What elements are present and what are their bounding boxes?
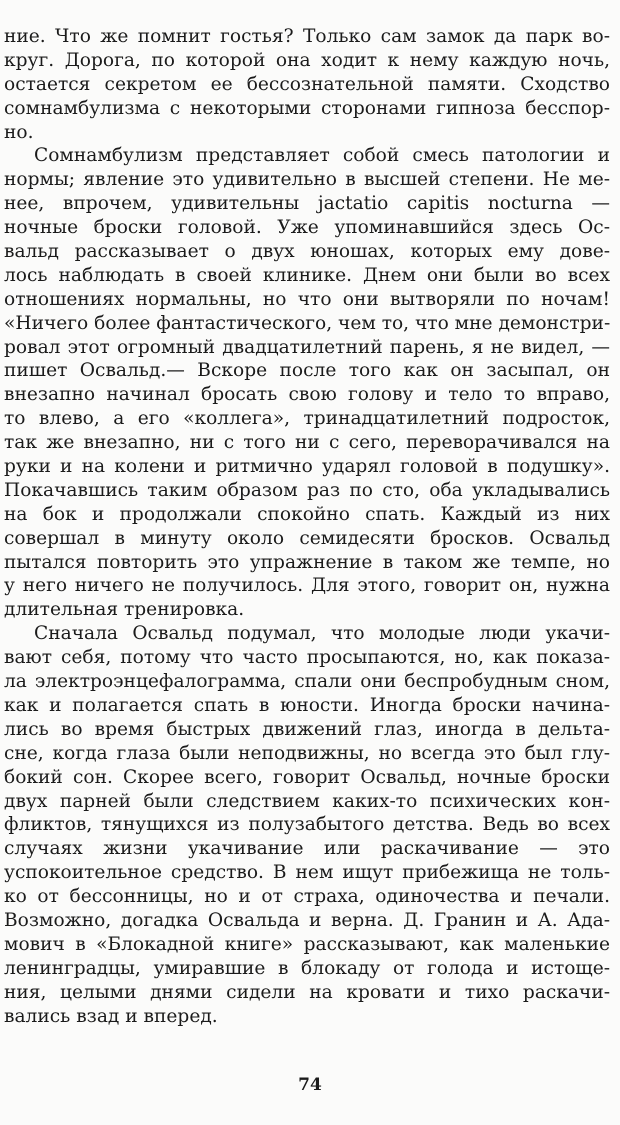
- text-line: успокоительное средство. В нем ищут прибежища не толь-: [4, 862, 610, 884]
- text-line: случаях жизни укачивание или раскачивание — это: [4, 838, 610, 860]
- text-line: внезапно начинал бросать свою голову и тело то вправо,: [4, 384, 610, 406]
- text-line: у него ничего не получилось. Для этого, говорит он, нужна: [4, 575, 610, 597]
- page-number: 74: [298, 1075, 322, 1095]
- text-line: вальд рассказывает о двух юношах, которых ему дове-: [4, 241, 610, 263]
- text-line: бокий сон. Скорее всего, говорит Освальд, ночные броски: [4, 766, 610, 788]
- text-line: сне, когда глаза были неподвижны, но всегда это был глу-: [4, 742, 610, 764]
- text-line: ровал этот огромный двадцатилетний парень, я не видел, —: [4, 336, 610, 358]
- text-line: на бок и продолжали спокойно спать. Каждый из них: [4, 503, 610, 525]
- text-line: длительная тренировка.: [4, 599, 245, 621]
- text-line: совершал в минуту около семидесяти бросков. Освальд: [4, 527, 610, 549]
- text-line: остается секретом ее бессознательной памяти. Сходство: [4, 73, 610, 95]
- text-line: пишет Освальд.— Вскоре после того как он засыпал, он: [4, 360, 610, 382]
- text-line: лись во время быстрых движений глаз, иногда в дельта-: [4, 718, 610, 740]
- text-line: фликтов, тянущихся из полузабытого детства. Ведь во всех: [4, 814, 610, 836]
- text-line: вают себя, потому что часто просыпаются, но, как показа-: [4, 647, 610, 669]
- text-line: ко от бессонницы, но и от страха, одиночества и печали.: [4, 886, 610, 908]
- text-line: Сначала Освальд подумал, что молодые люди укачи-: [34, 623, 610, 645]
- text-line: ние. Что же помнит гостья? Только сам замок да парк во-: [4, 26, 610, 47]
- text-line: пытался повторить это упражнение в таком же темпе, но: [4, 551, 610, 573]
- text-line: двух парней были следствием каких-то психических кон-: [4, 790, 610, 812]
- text-line: Сомнамбулизм представляет собой смесь патологии и: [34, 145, 610, 167]
- text-line: ленинградцы, умиравшие в блокаду от голода и истоще-: [4, 957, 610, 979]
- text-line: нее, впрочем, удивительны jactatio capitis nocturna —: [4, 193, 610, 215]
- text-line: но.: [4, 121, 34, 143]
- text-line: так же внезапно, ни с того ни с сего, переворачивался на: [4, 432, 610, 454]
- paragraph: [4, 144, 610, 622]
- text-line: круг. Дорога, по которой она ходит к нему каждую ночь,: [4, 49, 610, 71]
- text-line: мович в «Блокадной книге» рассказывают, как маленькие: [4, 933, 610, 955]
- text-line: лось наблюдать в своей клинике. Днем они были во всех: [4, 264, 610, 286]
- text-line: руки и на колени и ритмично ударял головой в подушку».: [4, 456, 610, 478]
- body-text: [4, 25, 610, 1028]
- text-line: «Ничего более фантастического, чем то, что мне демонстри-: [4, 312, 610, 334]
- text-line: то влево, а его «коллега», тринадцатилетний подросток,: [4, 408, 610, 430]
- text-line: Покачавшись таким образом раз по сто, оба укладывались: [4, 479, 610, 501]
- paragraph: [4, 622, 610, 1028]
- text-line: Возможно, догадка Освальда и верна. Д. Гранин и А. Ада-: [4, 909, 610, 931]
- text-line: вались взад и вперед.: [4, 1005, 218, 1027]
- text-line: отношениях нормальны, но что они вытворяли по ночам!: [4, 288, 610, 310]
- text-line: ла электроэнцефалограмма, спали они беспробудным сном,: [4, 671, 610, 693]
- text-line: ния, целыми днями сидели на кровати и тихо раскачи-: [4, 981, 610, 1003]
- text-line: нормы; явление это удивительно в высшей степени. Не ме-: [4, 169, 610, 191]
- text-line: ночные броски головой. Уже упоминавшийся здесь Ос-: [4, 217, 610, 239]
- paragraph: [4, 25, 610, 144]
- text-line: сомнамбулизма с некоторыми сторонами гипноза бесспор-: [4, 97, 610, 119]
- text-line: как и полагается спать в юности. Иногда броски начина-: [4, 694, 610, 716]
